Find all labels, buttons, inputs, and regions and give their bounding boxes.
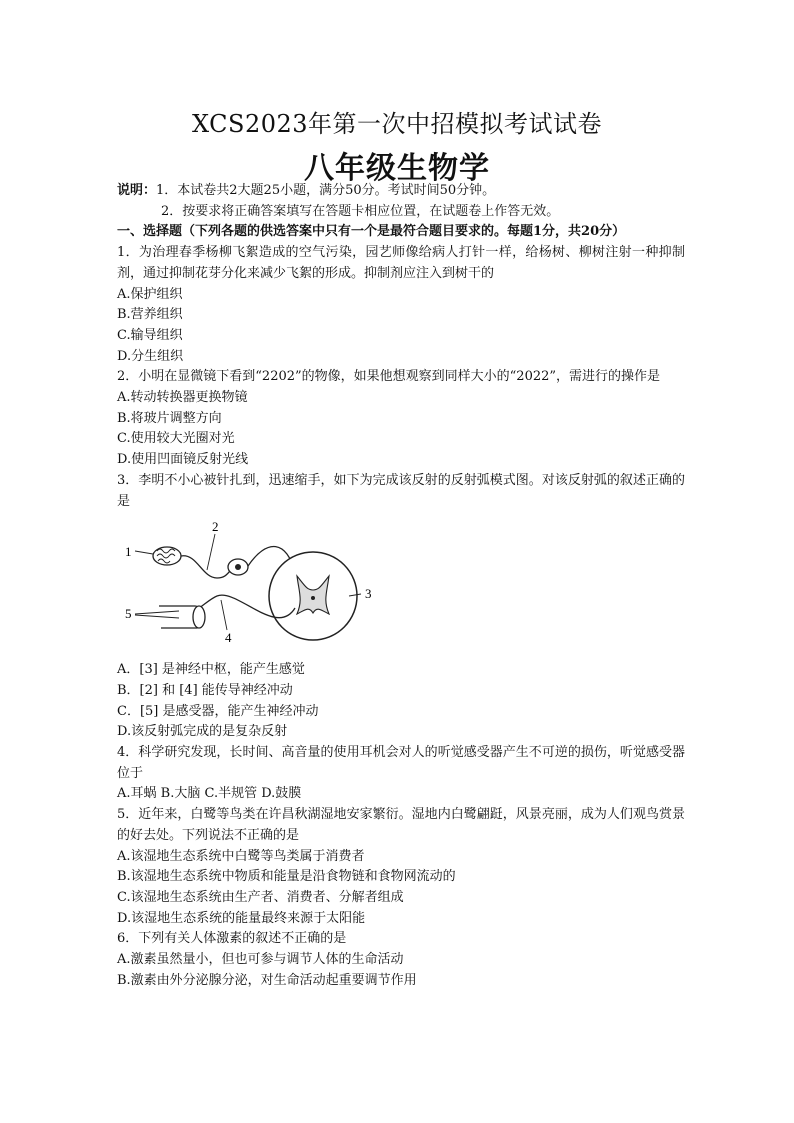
figure-label-1: 1 <box>125 544 132 560</box>
q2-option-a: A.转动转换器更换物镜 <box>117 390 248 406</box>
notes-line-1 <box>117 181 685 202</box>
reflex-arc-diagram <box>117 518 387 656</box>
q5-option-b: B.该湿地生态系统中物质和能量是沿食物链和食物网流动的 <box>117 869 456 885</box>
question-1-stem: 1．为治理春季杨柳飞絮造成的空气污染，园艺师像给病人打针一样，给杨树、柳树注射一种抑制剂，通过抑制花芽分化来减少飞絮的形成。抑制剂应注入到树干的 <box>117 245 685 281</box>
q2-option-c: C.使用较大光圈对光 <box>117 431 235 447</box>
q1-option-c: C.输导组织 <box>117 327 183 343</box>
q5-option-d: D.该湿地生态系统的能量最终来源于太阳能 <box>117 910 366 926</box>
q6-option-a: A.激素虽然量小，但也可参与调节人体的生命活动 <box>117 952 404 968</box>
reflex-arc-figure <box>117 518 387 656</box>
q3-option-c: C．[5] 是感受器，能产生神经冲动 <box>117 703 319 719</box>
q1-option-a: A.保护组织 <box>117 286 183 302</box>
notes-item-2: 2．按要求将正确答案填写在答题卡相应位置，在试题卷上作答无效。 <box>161 203 560 219</box>
q5-option-c: C.该湿地生态系统由生产者、消费者、分解者组成 <box>117 889 404 905</box>
q1-option-d: D.分生组织 <box>117 348 184 364</box>
figure-label-5: 5 <box>125 606 132 622</box>
q2-option-b: B.将玻片调整方向 <box>117 410 222 426</box>
q4-options: A.耳蜗 B.大脑 C.半规管 D.鼓膜 <box>117 786 302 802</box>
q3-option-d: D.该反射弧完成的是复杂反射 <box>117 724 288 740</box>
notes-label: 说明： <box>117 183 157 198</box>
q3-option-a: A．[3] 是神经中枢，能产生感觉 <box>117 662 305 678</box>
q6-option-b: B.激素由外分泌腺分泌，对生命活动起重要调节作用 <box>117 972 417 988</box>
exam-title: XCS2023年第一次中招模拟考试试卷 <box>191 110 603 138</box>
q5-option-a: A.该湿地生态系统中白鹭等鸟类属于消费者 <box>117 848 365 864</box>
subject-title: 八年级生物学 <box>304 151 490 186</box>
figure-label-3: 3 <box>365 586 372 602</box>
q1-option-b: B.营养组织 <box>117 307 183 323</box>
question-3-stem: 3．李明不小心被针扎到，迅速缩手，如下为完成该反射的反射弧模式图。对该反射弧的叙述正确的是 <box>117 472 685 509</box>
q3-option-b: B．[2] 和 [4] 能传导神经冲动 <box>117 682 293 698</box>
question-5-stem: 5．近年来，白鹭等鸟类在许昌秋湖湿地安家繁衍。湿地内白鹭翩跹，风景亮丽，成为人们观鸟赏景的好去处。下列说法不正确的是 <box>117 807 685 843</box>
question-6-stem: 6．下列有关人体激素的叙述不正确的是 <box>117 931 347 947</box>
section-heading: 一、选择题（下列各题的供选答案中只有一个是最符合题目要求的。每题1分，共20分） <box>117 224 626 240</box>
question-4-stem: 4．科学研究发现，长时间、高音量的使用耳机会对人的听觉感受器产生不可逆的损伤，听觉感受器位于 <box>117 745 685 781</box>
figure-label-4: 4 <box>225 630 232 646</box>
figure-label-2: 2 <box>212 519 219 535</box>
q2-option-d: D.使用凹面镜反射光线 <box>117 452 249 468</box>
question-2-stem: 2．小明在显微镜下看到“2202”的物像，如果他想观察到同样大小的“2022”，需进行的操作是 <box>117 369 661 385</box>
notes-item-1: 1．本试卷共2大题25小题，满分50分。考试时间50分钟。 <box>156 183 496 198</box>
exam-body <box>117 181 685 992</box>
